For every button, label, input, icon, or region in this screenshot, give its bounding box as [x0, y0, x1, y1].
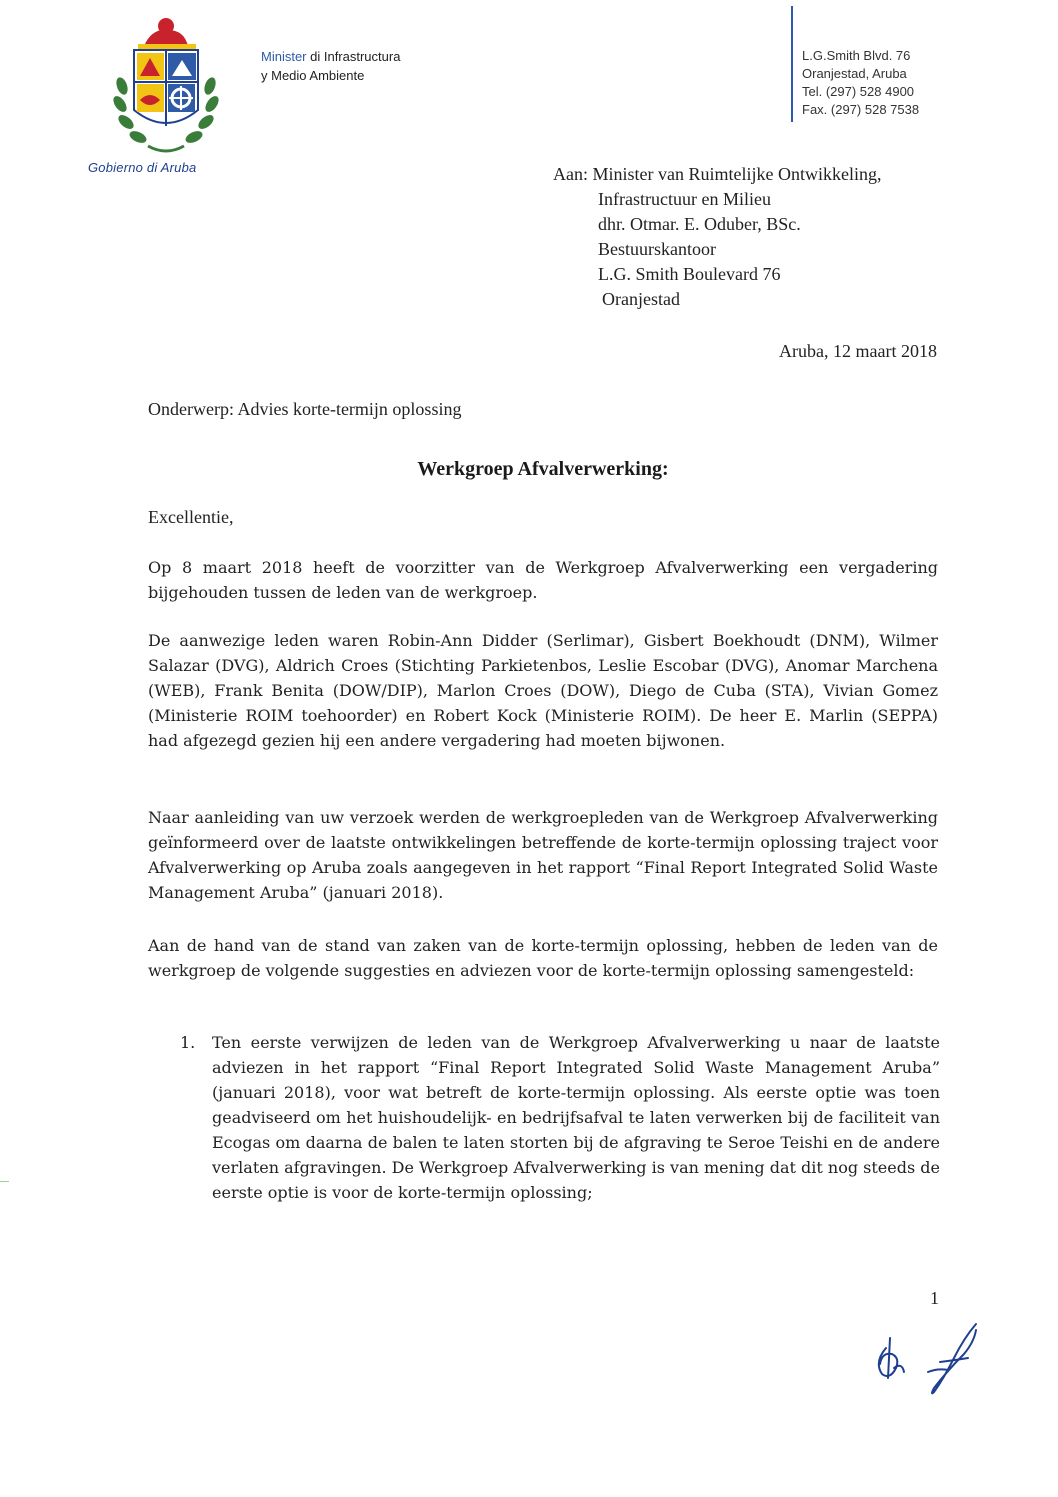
- salutation: Excellentie,: [148, 507, 234, 527]
- address-line: Oranjestad, Aruba: [802, 66, 907, 81]
- minister-portfolio-line2: y Medio Ambiente: [261, 68, 365, 83]
- sender-address: [802, 47, 919, 119]
- recipient-line: L.G. Smith Boulevard 76: [598, 264, 781, 284]
- minister-portfolio: di Infrastructura: [306, 49, 401, 64]
- ministry-name: [261, 47, 400, 85]
- list-item: [180, 1030, 940, 1205]
- body-paragraph: De aanwezige leden waren Robin-Ann Didder (Serlimar), Gisbert Boekhoudt (DNM), Wilmer Salazar (DVG), Aldrich Croes (Stichting Parkietenbos, Leslie Escobar (DVG), Anomar Marchena (WEB), Frank Benita (DOW/DIP), Marlon Croes (DOW), Diego de Cuba (STA), Vivian Gomez (Ministerie ROIM toehoorder) en Robert Kock (Ministerie ROIM). De heer E. Marlin (SEPPA) had afgezegd gezien hij een andere vergadering had moeten bijwonen.: [148, 631, 938, 750]
- recipient-line: dhr. Otmar. E. Oduber, BSc.: [598, 214, 801, 234]
- page-number: 1: [930, 1288, 939, 1308]
- advice-list: [180, 1030, 940, 1205]
- recipient-label: Aan:: [553, 164, 588, 184]
- recipient-line: Infrastructuur en Milieu: [598, 189, 771, 209]
- letter-subject: Onderwerp: Advies korte-termijn oplossing: [148, 399, 462, 419]
- margin-mark: [0, 1181, 9, 1182]
- government-name: Gobierno di Aruba: [88, 160, 197, 175]
- aruba-coat-of-arms-icon: [108, 6, 224, 158]
- recipient-line: Bestuurskantoor: [598, 239, 716, 259]
- body-paragraph: Op 8 maart 2018 heeft de voorzitter van de Werkgroep Afvalverwerking een vergadering bijgehouden tussen de leden van de werkgroep.: [148, 558, 938, 602]
- recipient-line: Oranjestad: [602, 289, 680, 309]
- address-line: L.G.Smith Blvd. 76: [802, 48, 911, 63]
- fax-line: Fax. (297) 528 7538: [802, 102, 920, 117]
- letterhead-divider: [791, 6, 793, 122]
- list-text: Ten eerste verwijzen de leden van de Werkgroep Afvalverwerking u naar de laatste adviezen in het rapport “Final Report Integrated Solid Waste Management Aruba” (januari 2018), voor wat betreft de korte-termijn oplossing. Als eerste optie was toen geadviseerd om het huishoudelijk- en bedrijfsafval te laten verwerken bij de faciliteit van Ecogas om daarna de balen te laten storten bij de afgraving te Seroe Teishi en de andere verlaten afgravingen. De Werkgroep Afvalverwerking is van mening dat dit nog steeds de eerste optie is voor de korte-termijn oplossing;: [212, 1033, 940, 1202]
- recipient-block: [553, 162, 881, 312]
- letter-date: Aruba, 12 maart 2018: [779, 341, 937, 361]
- body-paragraph: Naar aanleiding van uw verzoek werden de werkgroepleden van de Werkgroep Afvalverwerking geïnformeerd over de laatste ontwikkelingen betreffende de korte-termijn oplossing traject voor Afvalverwerking op Aruba zoals aangegeven in het rapport “Final Report Integrated Solid Waste Management Aruba” (januari 2018).: [148, 808, 938, 902]
- body-paragraph: Aan de hand van de stand van zaken van de korte-termijn oplossing, hebben de leden van de werkgroep de volgende suggesties en adviezen voor de korte-termijn oplossing samengesteld:: [148, 936, 938, 980]
- letter-heading: Werkgroep Afvalverwerking:: [417, 458, 669, 480]
- handwritten-initials-icon: [868, 1318, 988, 1398]
- phone-line: Tel. (297) 528 4900: [802, 84, 915, 99]
- minister-word: Minister: [261, 49, 307, 64]
- list-number: 1.: [180, 1033, 196, 1052]
- recipient-line: Minister van Ruimtelijke Ontwikkeling,: [592, 164, 882, 184]
